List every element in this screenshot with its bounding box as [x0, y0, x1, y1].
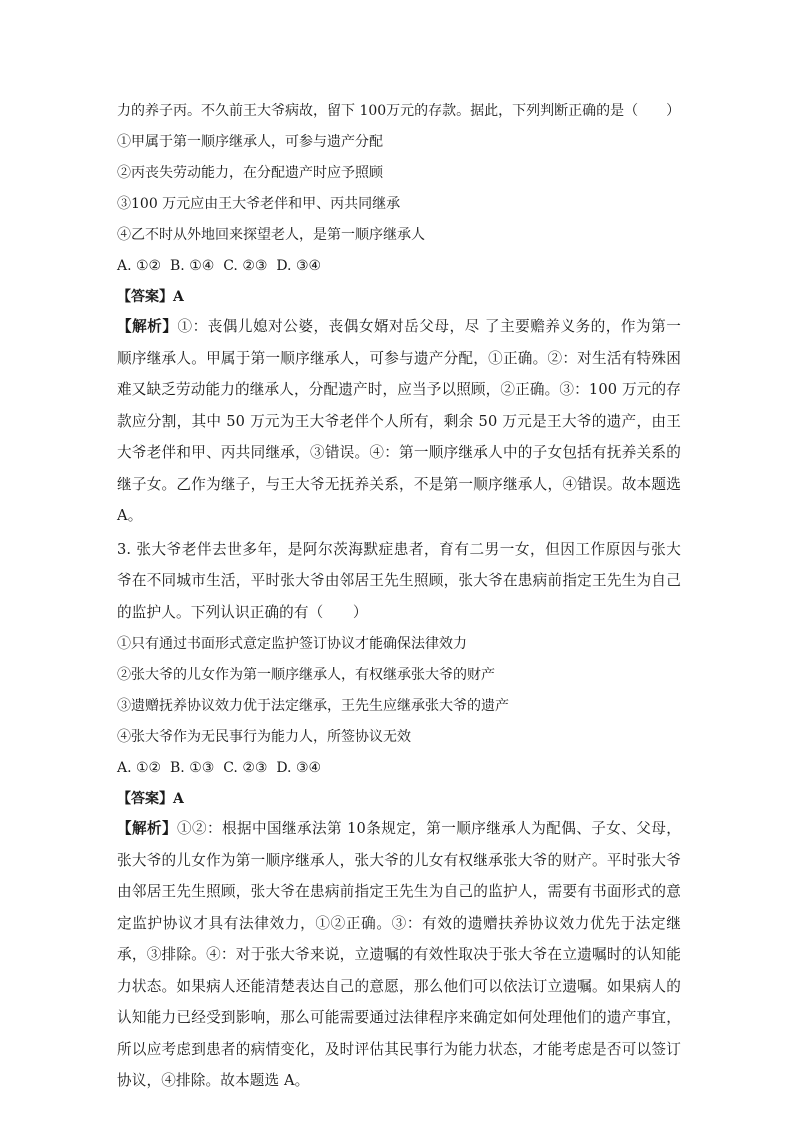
document-page	[117, 100, 681, 1097]
q3-analysis	[117, 813, 681, 1097]
q3-item-1: ①只有通过书面形式意定监护签订协议才能确保法律效力	[117, 636, 467, 652]
q3-stem: 3. 张大爷老伴去世多年，是阿尔茨海默症患者，育有二男一女，但因工作原因与张大爷在不同城市生活，平时张大爷由邻居王先生照顾，张大爷在患病前指定王先生为自己的监护人。下列认识正确的有（ ）	[117, 540, 681, 621]
q3-item-2: ②张大爷的儿女作为第一顺序继承人，有权继承张大爷的财产	[117, 667, 495, 683]
q2-item-1: ①甲属于第一顺序继承人，可参与遗产分配	[117, 134, 383, 150]
q2-analysis	[117, 311, 681, 532]
analysis-text: ①：丧偶儿媳对公婆，丧偶女婿对岳父母，尽 了主要赡养义务的，作为第一顺序继承人。甲属于第一顺序继承人，可参与遗产分配，①正确。②：对生活有特殊困难又缺乏劳动能力的继承人，分配遗产时，应当予以照顾，②正确。③：100 万元的存款应分割，其中 50 万元为王大爷老伴个人所有，剩余 50 万元是王大爷的遗产，由王大爷老伴和甲、丙共同继承，③错误。④：第一顺序继承人中的子女包括有抚养关系的继子女。乙作为继子，与王大爷无抚养关系，不是第一顺序继承人，④错误。故本题选 A。	[117, 318, 681, 524]
q3-item-4: ④张大爷作为无民事行为能力人，所签协议无效	[117, 729, 411, 745]
answer-value: A	[173, 791, 184, 807]
q3-answer	[117, 788, 681, 810]
q2-item-3: ③100 万元应由王大爷老伴和甲、丙共同继承	[117, 196, 401, 212]
q2-answer	[117, 286, 681, 308]
analysis-text: ①②：根据中国继承法第 10条规定，第一顺序继承人为配偶、子女、父母，张大爷的儿女作为第一顺序继承人，张大爷的儿女有权继承张大爷的财产。平时张大爷由邻居王先生照顾，张大爷在患病前指定王先生为自己的监护人，需要有书面形式的意定监护协议才具有法律效力，①②正确。③：有效的遗赠扶养协议效力优先于法定继承，③排除。④：对于张大爷来说，立遗嘱的有效性取决于张大爷在立遗嘱时的认知能力状态。如果病人还能清楚表达自己的意愿，那么他们可以依法订立遗嘱。如果病人的认知能力已经受到影响，那么可能需要通过法律程序来确定如何处理他们的遗产事宜，所以应考虑到患者的病情变化，及时评估其民事行为能力状态，才能考虑是否可以签订协议，④排除。故本题选 A。	[117, 820, 681, 1089]
analysis-tag: 【解析】	[117, 820, 178, 837]
q2-options: A. ①② B. ①④ C. ②③ D. ③④	[117, 258, 322, 274]
q3-options: A. ①② B. ①③ C. ②③ D. ③④	[117, 760, 322, 776]
answer-value: A	[173, 289, 184, 305]
answer-tag: 【答案】	[117, 289, 173, 305]
q2-stem-tail: 力的养子丙。不久前王大爷病故，留下 100万元的存款。据此，下列判断正确的是（ ）	[117, 103, 681, 119]
answer-tag: 【答案】	[117, 791, 173, 807]
q2-item-2: ②丙丧失劳动能力，在分配遗产时应予照顾	[117, 165, 383, 181]
analysis-tag: 【解析】	[117, 318, 178, 335]
q3-item-3: ③遗赠抚养协议效力优于法定继承，王先生应继承张大爷的遗产	[117, 698, 509, 714]
q2-item-4: ④乙不时从外地回来探望老人，是第一顺序继承人	[117, 227, 425, 243]
